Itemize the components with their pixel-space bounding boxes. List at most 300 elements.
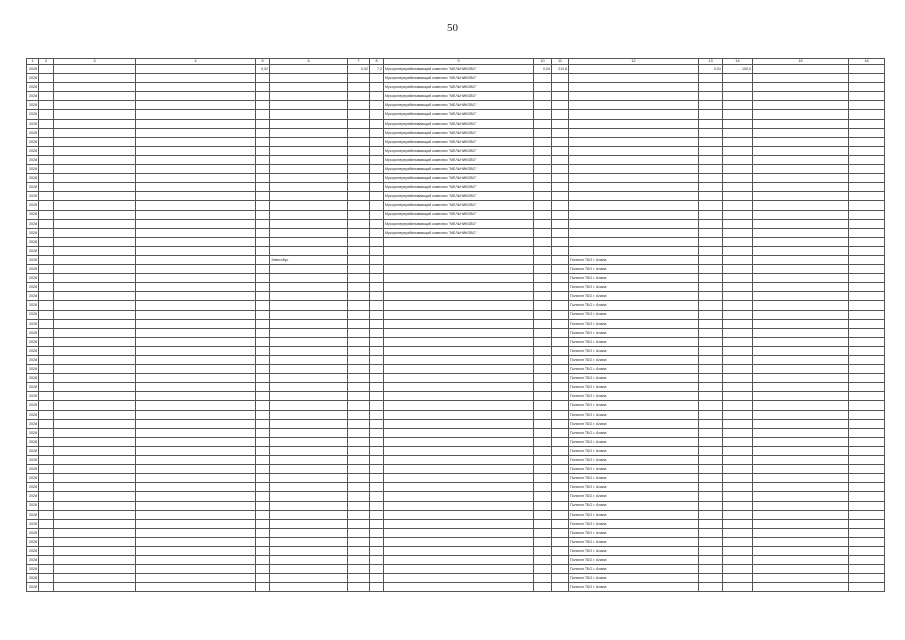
value-cell [699,283,723,292]
year-cell: 2028 [27,446,39,455]
value-cell [552,246,569,255]
table-row [27,201,885,210]
value-cell [534,146,552,155]
district-cell [54,392,136,401]
value-cell [370,492,384,501]
district-cell [54,155,136,164]
complex-cell [384,483,534,492]
type-cell [39,346,54,355]
value-cell [723,483,753,492]
complex-cell: Мусороперерабатывающий комплекс "МЕЛЬНИКОВО" [384,174,534,183]
value-cell [348,92,370,101]
value-cell [370,283,384,292]
facility-cell [270,537,348,546]
year-cell: 2028 [27,356,39,365]
address-cell [136,537,256,546]
value-cell [552,583,569,592]
route-cell: Полигон ТБО г. Алапа [569,483,699,492]
empty-cell [849,183,885,192]
facility-cell [270,401,348,410]
district-cell [54,356,136,365]
value-cell [552,401,569,410]
value-cell [348,510,370,519]
value-cell [256,428,270,437]
empty-cell [753,228,849,237]
value-cell [534,74,552,83]
type-cell [39,283,54,292]
table-row [27,528,885,537]
value-cell [256,137,270,146]
value-cell [348,492,370,501]
route-cell [569,110,699,119]
value-cell [348,74,370,83]
empty-cell [753,510,849,519]
address-cell [136,574,256,583]
value-cell [552,492,569,501]
table-row [27,510,885,519]
facility-cell [270,101,348,110]
value-cell [348,183,370,192]
route-cell [569,128,699,137]
type-cell [39,565,54,574]
facility-cell [270,583,348,592]
year-cell: 2028 [27,510,39,519]
year-cell: 2028 [27,210,39,219]
address-cell [136,437,256,446]
value-cell [552,265,569,274]
route-cell [569,155,699,164]
address-cell [136,119,256,128]
route-cell [569,192,699,201]
empty-cell [849,410,885,419]
value-cell [723,237,753,246]
value-cell [348,446,370,455]
district-cell [54,274,136,283]
value-cell [699,456,723,465]
type-cell [39,183,54,192]
address-cell [136,101,256,110]
year-cell: 2028 [27,346,39,355]
value-cell [699,483,723,492]
value-cell [370,210,384,219]
value-cell [256,565,270,574]
complex-cell [384,246,534,255]
district-cell [54,419,136,428]
value-cell [256,319,270,328]
value-cell [370,74,384,83]
value-cell [534,201,552,210]
value-cell [370,174,384,183]
complex-cell [384,465,534,474]
value-cell [699,410,723,419]
value-cell [723,183,753,192]
type-cell [39,337,54,346]
type-cell [39,219,54,228]
value-cell [348,265,370,274]
table-row [27,565,885,574]
value-cell [723,510,753,519]
value-cell [348,356,370,365]
column-number: 9 [384,59,534,65]
value-cell [370,183,384,192]
table-row [27,146,885,155]
type-cell [39,556,54,565]
value-cell [552,474,569,483]
value-cell [552,165,569,174]
empty-cell [753,119,849,128]
value-cell [552,228,569,237]
value-cell [699,337,723,346]
district-cell [54,246,136,255]
address-cell [136,528,256,537]
complex-cell: Мусороперерабатывающий комплекс "МЕЛЬНИКОВО" [384,92,534,101]
address-cell [136,174,256,183]
value-cell [370,237,384,246]
table-row [27,301,885,310]
empty-cell [849,292,885,301]
complex-cell [384,337,534,346]
value-cell [534,574,552,583]
type-cell [39,137,54,146]
complex-cell: Мусороперерабатывающий комплекс "МЕЛЬНИКОВО" [384,119,534,128]
route-cell: Полигон ТБО г. Алапа [569,410,699,419]
value-cell [370,528,384,537]
address-cell [136,137,256,146]
year-cell: 2028 [27,237,39,246]
value-cell [723,428,753,437]
type-cell [39,210,54,219]
district-cell [54,492,136,501]
type-cell [39,492,54,501]
year-cell: 2028 [27,556,39,565]
complex-cell [384,501,534,510]
value-cell [723,465,753,474]
address-cell [136,274,256,283]
value-cell [552,437,569,446]
empty-cell [753,301,849,310]
value-cell [256,219,270,228]
facility-cell [270,374,348,383]
value-cell [534,474,552,483]
empty-cell [849,374,885,383]
value-cell [699,101,723,110]
address-cell [136,310,256,319]
district-cell [54,383,136,392]
year-cell: 2028 [27,83,39,92]
facility-cell [270,456,348,465]
value-cell [348,346,370,355]
type-cell [39,246,54,255]
route-cell: Полигон ТБО г. Алапа [569,274,699,283]
value-cell [370,101,384,110]
value-cell [348,246,370,255]
value-cell [534,492,552,501]
value-cell [552,556,569,565]
empty-cell [753,356,849,365]
value-cell [723,337,753,346]
empty-cell [753,346,849,355]
type-cell [39,456,54,465]
empty-cell [753,474,849,483]
type-cell [39,428,54,437]
column-number: 4 [136,59,256,65]
facility-cell [270,265,348,274]
value-cell [348,192,370,201]
value-cell [348,274,370,283]
value-cell [552,510,569,519]
district-cell [54,565,136,574]
value-cell [699,501,723,510]
empty-cell [849,501,885,510]
complex-cell: Мусороперерабатывающий комплекс "МЕЛЬНИКОВО" [384,228,534,237]
district-cell [54,92,136,101]
facility-cell [270,565,348,574]
year-cell: 2028 [27,246,39,255]
value-cell [348,546,370,555]
facility-cell [270,346,348,355]
route-cell: Полигон ТБО г. Алапа [569,510,699,519]
year-cell: 2028 [27,301,39,310]
value-cell [552,92,569,101]
facility-cell [270,410,348,419]
value-cell [552,219,569,228]
facility-cell [270,319,348,328]
value-cell [699,292,723,301]
value-cell [370,446,384,455]
value-cell [370,401,384,410]
route-cell [569,74,699,83]
value-cell [723,228,753,237]
address-cell [136,374,256,383]
value-cell [534,137,552,146]
address-cell [136,283,256,292]
empty-cell [849,274,885,283]
empty-cell [753,165,849,174]
empty-cell [753,456,849,465]
route-cell: Полигон ТБО г. Алапа [569,556,699,565]
empty-cell [849,428,885,437]
table-row [27,401,885,410]
value-cell [348,583,370,592]
address-cell [136,192,256,201]
type-cell [39,510,54,519]
empty-cell [753,92,849,101]
address-cell [136,210,256,219]
empty-cell [849,146,885,155]
column-number: 6 [270,59,348,65]
value-cell [552,274,569,283]
facility-cell [270,474,348,483]
value-cell [699,201,723,210]
empty-cell [753,219,849,228]
value-cell [534,383,552,392]
year-cell: 2028 [27,165,39,174]
value-cell [723,356,753,365]
year-cell: 2028 [27,228,39,237]
district-cell [54,110,136,119]
value-cell [552,310,569,319]
district-cell [54,583,136,592]
district-cell [54,574,136,583]
complex-cell: Мусороперерабатывающий комплекс "МЕЛЬНИКОВО" [384,192,534,201]
value-cell [534,456,552,465]
value-cell [723,383,753,392]
value-cell [552,519,569,528]
value-cell [699,474,723,483]
value-cell [348,519,370,528]
facility-cell [270,92,348,101]
year-cell: 2028 [27,337,39,346]
value-cell [552,146,569,155]
route-cell [569,237,699,246]
value-cell [348,110,370,119]
empty-cell [753,483,849,492]
facility-cell: Электобус [270,255,348,264]
address-cell [136,356,256,365]
value-cell [699,210,723,219]
value-cell [723,119,753,128]
empty-cell [753,101,849,110]
complex-cell [384,328,534,337]
route-cell: Полигон ТБО г. Алапа [569,565,699,574]
value-cell [370,483,384,492]
table-row [27,274,885,283]
type-cell [39,465,54,474]
year-cell: 2028 [27,155,39,164]
value-cell [370,310,384,319]
table-row [27,365,885,374]
facility-cell [270,183,348,192]
empty-cell [849,128,885,137]
table-row [27,246,885,255]
complex-cell [384,474,534,483]
empty-cell [849,528,885,537]
district-cell [54,401,136,410]
empty-cell [753,501,849,510]
value-cell [256,401,270,410]
value-cell [552,237,569,246]
complex-cell [384,565,534,574]
empty-cell [849,565,885,574]
value-cell [256,383,270,392]
facility-cell [270,510,348,519]
value-cell [723,565,753,574]
value-cell [370,292,384,301]
table-row [27,74,885,83]
year-cell: 2028 [27,574,39,583]
facility-cell [270,192,348,201]
value-cell [552,83,569,92]
route-cell: Полигон ТБО г. Алапа [569,519,699,528]
value-cell [723,165,753,174]
type-cell [39,328,54,337]
type-cell [39,437,54,446]
value-cell [552,210,569,219]
empty-cell [753,146,849,155]
facility-cell [270,128,348,137]
empty-cell [849,246,885,255]
year-cell: 2028 [27,546,39,555]
route-cell: Полигон ТБО г. Алапа [569,365,699,374]
type-cell [39,292,54,301]
value-cell [699,183,723,192]
complex-cell [384,365,534,374]
value-cell [552,137,569,146]
value-cell [723,319,753,328]
district-cell [54,310,136,319]
address-cell [136,246,256,255]
facility-cell [270,274,348,283]
value-cell [256,92,270,101]
value-cell [348,310,370,319]
value-cell [534,92,552,101]
empty-cell [849,510,885,519]
empty-cell [753,265,849,274]
table-row [27,537,885,546]
type-cell [39,146,54,155]
year-cell: 2028 [27,183,39,192]
route-cell [569,228,699,237]
value-cell [370,92,384,101]
value-cell [699,319,723,328]
year-cell: 2028 [27,419,39,428]
table-row [27,92,885,101]
route-cell: Полигон ТБО г. Алапа [569,292,699,301]
facility-cell [270,246,348,255]
value-cell [370,228,384,237]
table-row [27,255,885,264]
value-cell [348,201,370,210]
value-cell [256,310,270,319]
address-cell [136,446,256,455]
value-cell [534,192,552,201]
value-cell [534,219,552,228]
value-cell [552,537,569,546]
value-cell [348,301,370,310]
address-cell [136,110,256,119]
value-cell [552,383,569,392]
value-cell [699,574,723,583]
address-cell [136,319,256,328]
complex-cell: Мусороперерабатывающий комплекс "МЕЛЬНИКОВО" [384,183,534,192]
value-cell [348,474,370,483]
route-cell [569,219,699,228]
value-cell [723,174,753,183]
empty-cell [753,255,849,264]
complex-cell [384,265,534,274]
value-cell [552,465,569,474]
route-cell [569,65,699,74]
value-cell [723,128,753,137]
value-cell [552,419,569,428]
empty-cell [753,537,849,546]
type-cell [39,74,54,83]
value-cell [348,565,370,574]
empty-cell [753,365,849,374]
value-cell [348,337,370,346]
value-cell [699,419,723,428]
value-cell [699,128,723,137]
value-cell [348,483,370,492]
year-cell: 2028 [27,219,39,228]
facility-cell [270,437,348,446]
value-cell [256,155,270,164]
type-cell [39,392,54,401]
empty-cell [849,283,885,292]
facility-cell [270,137,348,146]
value-cell [699,137,723,146]
value-cell [723,292,753,301]
